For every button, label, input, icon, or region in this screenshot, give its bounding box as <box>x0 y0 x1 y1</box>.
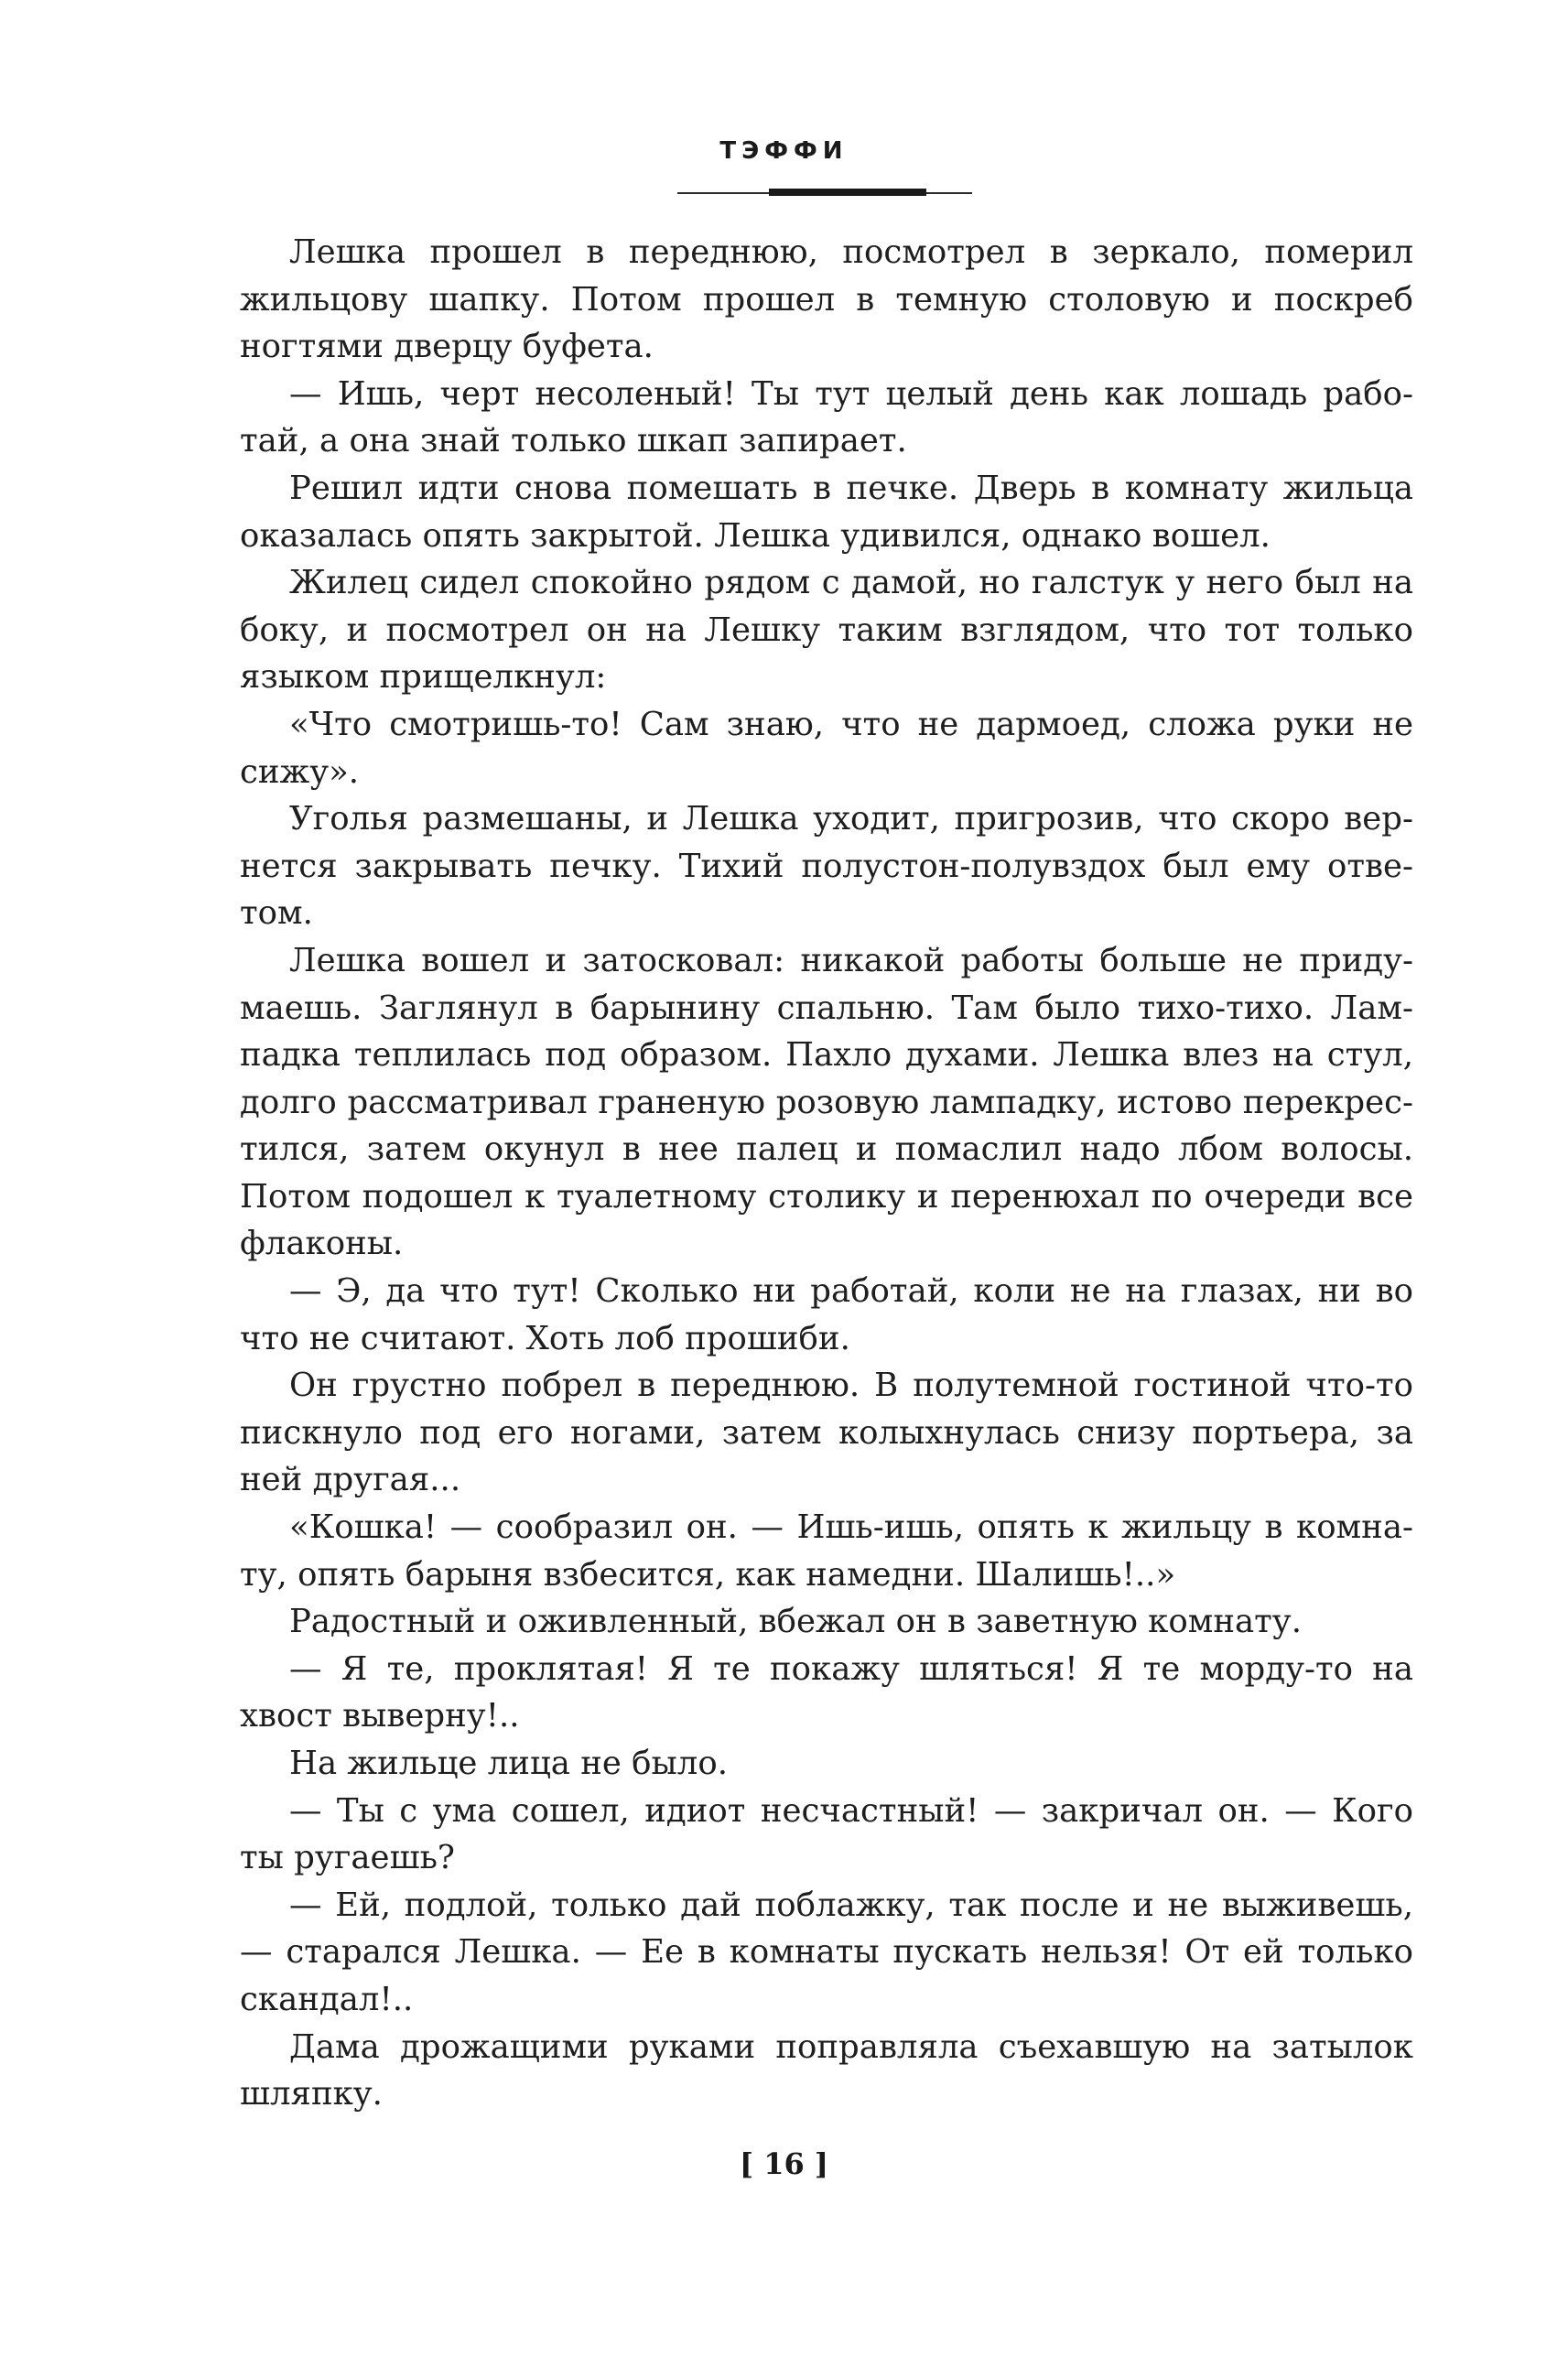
running-head <box>0 137 1568 165</box>
paragraph: — Я те, проклятая! Я те покажу шляться! Я те морду-то на хвост выверну!.. <box>240 1649 1413 1735</box>
paragraph: — Э, да что тут! Сколько ни работай, коли не на глазах, ни во что не считают. Хоть лоб прошиби. <box>240 1272 1413 1357</box>
paragraph: Уголья размешаны, и Лешка уходит, пригрозив, что скоро вернется закрывать печку. Тихий полустон-полувздох был ему ответом. <box>240 800 1413 933</box>
paragraph: Лешка вошел и затосковал: никакой работы больше не придумаешь. Заглянул в барынину спальню. Там было тихо-тихо. Лампадка теплилась под образом. Пахло духами. Лешка влез на стул, долго рассматривал граненую розовую лампадку, истово перекрестился, затем окунул в нее палец и помаслил надо лбом волосы. Потом подошел к туалетному столику и перенюхал по очереди все флаконы. <box>240 941 1413 1263</box>
page-number-value: 16 <box>763 2146 805 2181</box>
paragraph: — Ишь, черт несоленый! Ты тут целый день как лошадь работай, а она знай только шкап запирает. <box>240 374 1413 460</box>
body-text <box>240 229 1413 2118</box>
paragraph: Жилец сидел спокойно рядом с дамой, но галстук у него был на боку, и посмотрел он на Лешку таким взглядом, что тот только языком прищелкнул: <box>240 564 1413 697</box>
header-rule-accent <box>769 189 926 196</box>
paragraph: — Ей, подлой, только дай поблажку, так после и не выживешь, — старался Лешка. — Ее в комнаты пускать нельзя! От ей только скандал!.. <box>240 1886 1413 2018</box>
paragraph: Решил идти снова помешать в печке. Дверь в комнату жильца оказалась опять закрытой. Лешка удивился, однако вошел. <box>240 469 1413 555</box>
running-head-title: ТЭФФИ <box>719 137 849 165</box>
page-number-right-bracket: ] <box>814 2146 829 2181</box>
paragraph: Радостный и оживленный, вбежал он в заветную комнату. <box>289 1603 1302 1641</box>
paragraph: «Кошка! — сообразил он. — Ишь-ишь, опять к жильцу в комнату, опять барыня взбесится, как намедни. Шалишь!..» <box>240 1508 1413 1594</box>
paragraph: На жильце лица не было. <box>289 1745 729 1782</box>
page-number-left-bracket: [ <box>739 2146 754 2181</box>
paragraph: Дама дрожащими руками поправляла съехавшую на затылок шляпку. <box>240 2027 1413 2113</box>
paragraph: Он грустно побрел в переднюю. В полутемной гостиной что-то пискнуло под его ногами, затем колыхнулась снизу портьера, за ней другая... <box>240 1367 1413 1499</box>
paragraph: «Что смотришь-то! Сам знаю, что не дармоед, сложа руки не сижу». <box>240 705 1413 791</box>
paragraph: Лешка прошел в переднюю, посмотрел в зеркало, померил жильцову шапку. Потом прошел в темную столовую и поскреб ногтями дверцу буфета. <box>240 233 1413 366</box>
page-number <box>0 2146 1568 2181</box>
paragraph: — Ты с ума сошел, идиот несчастный! — закричал он. — Кого ты ругаешь? <box>240 1791 1413 1877</box>
